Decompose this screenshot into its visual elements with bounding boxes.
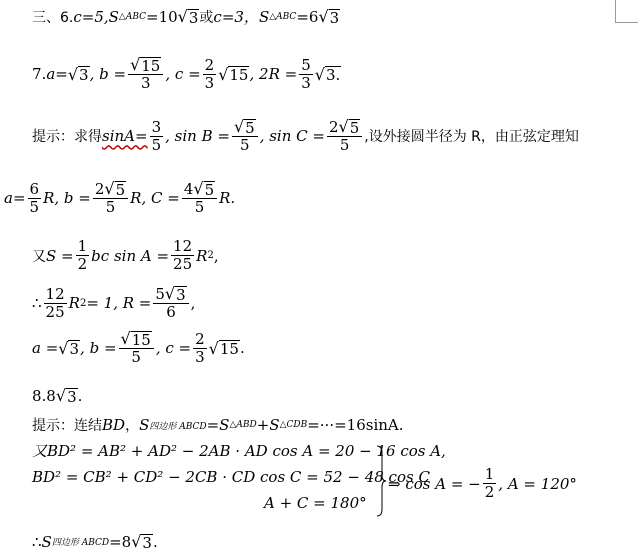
you-word: 又 [32, 248, 46, 265]
sqrt-3: √ 3 [67, 64, 89, 85]
sqrt-3-b: √ 3 [318, 7, 340, 27]
period: . [152, 532, 158, 551]
fraction-12-over-25: $\frac{12}{25}$ [45, 284, 65, 321]
system-result [388, 466, 577, 502]
therefore-symbol: ∴ [32, 294, 42, 313]
abd-subscript: △ABD [229, 420, 257, 430]
a-eq: a= [46, 65, 68, 84]
area-symbol: S [108, 7, 119, 26]
a-eq: a = [32, 339, 59, 358]
r-symbol: R [68, 294, 80, 313]
hint-8-result: =···=16sinA. [307, 416, 404, 434]
area-subscript: △ABC [118, 11, 147, 22]
area-formula [32, 238, 219, 274]
fraction-4sqrt5-over-5: 4 √ 5 5 [182, 180, 217, 217]
implies-cos-a: ⇒ cos A = − [388, 474, 481, 493]
page-corner-mark [615, 0, 638, 23]
sin-b: , sin B = [165, 127, 230, 146]
angle-a-value: , A = 120° [498, 474, 577, 493]
fraction-5sqrt3-over-6: 5 √ 3 6 [153, 285, 188, 322]
fraction-sqrt5-over-5: √ 5 5 [232, 118, 258, 155]
plus-s: +S [256, 416, 280, 434]
r-solution [32, 285, 195, 322]
hint-8 [32, 415, 404, 435]
or-word: 或 [199, 9, 214, 26]
fraction-2sqrt5-over-5: 2 √ 5 5 [93, 180, 128, 217]
hint-7-rest: ,设外接圆半径为 R，由正弦定理知 [364, 129, 579, 146]
area-symbol: S [139, 416, 150, 434]
quad-subscript: 四边形 ABCD [149, 421, 207, 432]
problem-6-cond2: c=3， [213, 8, 259, 26]
fraction-3-over-5: $\frac{3}{5}$ [151, 117, 162, 154]
area-value-2: =6 [296, 7, 319, 26]
c-eq: , c = [155, 339, 192, 358]
r-end: R. [219, 189, 236, 208]
a-eq: a= [4, 189, 26, 208]
sqrt-15: √ 15 [208, 338, 239, 359]
quad-subscript: 四边形 ABCD [51, 538, 110, 548]
comma: , [190, 294, 196, 313]
hint-7 [32, 118, 579, 155]
fraction-1-over-2: $\frac{1}{2}$ [77, 237, 88, 274]
fraction-6-over-5: $\frac{6}{5}$ [29, 179, 40, 216]
problem-7-label: 7. [32, 65, 47, 84]
area-value: =8 [109, 532, 132, 551]
problem-7 [32, 56, 341, 93]
sqrt-15: √ 15 [218, 64, 249, 85]
fraction-1-over-2: $\frac{1}{2}$ [484, 465, 495, 502]
conclusion [32, 532, 158, 551]
c-eq: R, C = [130, 189, 180, 208]
r-symbol: R [196, 246, 208, 265]
b-eq: , b = [89, 65, 127, 84]
b-eq: b = [63, 189, 91, 208]
system-line-2: BD² = CB² + CD² − 2CB · CD cos C = 52 − 48 cos C [32, 468, 430, 486]
fraction-2-over-3: $\frac{2}{3}$ [204, 55, 215, 92]
right-brace-icon [376, 445, 386, 517]
r-eq: = 1, R = [86, 294, 152, 313]
comma: , [213, 246, 219, 265]
square-exponent: 2 [207, 250, 214, 262]
problem-8-label: 8.8 [32, 386, 56, 405]
problem-6 [32, 6, 340, 27]
period: . [77, 386, 83, 405]
s-eq: S = [46, 246, 74, 265]
cdb-subscript: △CDB [279, 420, 308, 430]
bc-sin-a: bc sin A = [91, 246, 170, 265]
therefore-symbol: ∴ [32, 532, 42, 551]
sin-c: , sin C = [259, 127, 325, 146]
b-eq: , b = [80, 339, 117, 358]
problem-6-cond1: c=5, [73, 7, 109, 26]
sqrt-3: √ 3 [131, 532, 152, 552]
side-lengths [32, 330, 245, 367]
area-value-1: =10 [146, 7, 178, 26]
area-symbol: S [41, 532, 52, 551]
eq-s: =S [206, 416, 230, 434]
fraction-5-over-3: $\frac{5}{3}$ [301, 55, 311, 92]
hint-8-label: 提示：连结 [32, 418, 102, 434]
sqrt-3-end: √ 3. [314, 64, 341, 85]
comma: ， [125, 418, 140, 434]
problem-8 [32, 386, 82, 405]
sqrt-3: √ 3 [58, 338, 80, 359]
sqrt-3: √ 3 [177, 7, 199, 27]
fraction-2-over-3: $\frac{2}{3}$ [195, 329, 205, 366]
system-line-1: 又BD² = AB² + AD² − 2AB · AD cos A = 20 − 16 cos A, [32, 442, 446, 460]
period: . [239, 339, 245, 358]
sin-a: sinA= [102, 127, 148, 146]
area-subscript-2: △ABC [269, 11, 297, 22]
area-symbol-2: S [258, 7, 270, 26]
problem-6-label: 三、6. [32, 9, 74, 26]
sqrt-3: √ 3 [55, 386, 77, 406]
two-r-eq: , 2R = [249, 65, 298, 84]
fraction-12-over-25: $\frac{12}{25}$ [173, 237, 193, 274]
hint-7-label: 提示：求得 [32, 129, 102, 146]
system-line-3: A + C = 180° [264, 494, 367, 512]
fraction-2sqrt5-over-5: 2 √ 5 5 [327, 118, 362, 155]
fraction-sqrt15-over-5: √ 15 5 [119, 330, 154, 367]
r-symbol: R, [43, 189, 60, 208]
square-exponent: 2 [79, 297, 87, 309]
c-eq: , c = [165, 65, 201, 84]
sine-law-equations [4, 180, 235, 217]
fraction-sqrt15-over-3: √ 15 3 [128, 56, 163, 93]
bd-segment: BD [102, 416, 126, 434]
